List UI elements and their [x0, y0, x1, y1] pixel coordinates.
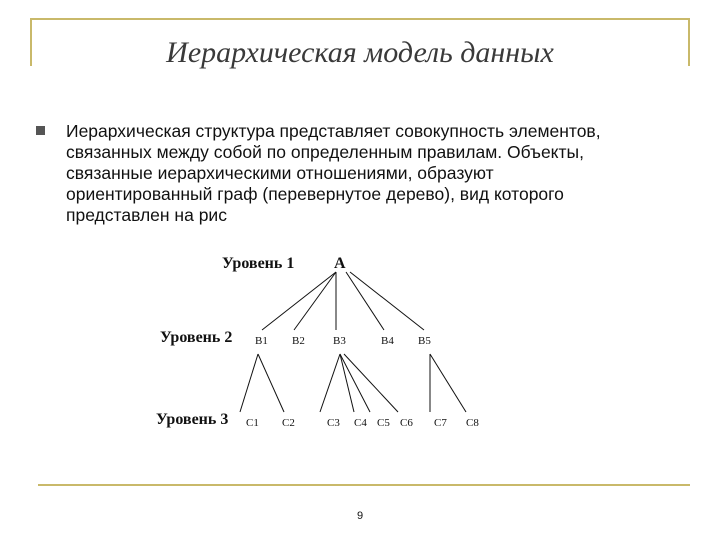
slide-title: Иерархическая модель данных — [166, 36, 554, 69]
edge-b3-c3 — [320, 354, 340, 412]
node-c7: C7 — [434, 417, 447, 429]
node-root: A — [334, 255, 346, 272]
node-c1: C1 — [246, 417, 259, 429]
edge-a-b2 — [294, 272, 336, 330]
node-c6: C6 — [400, 417, 413, 429]
node-b3: B3 — [333, 335, 346, 347]
node-c2: C2 — [282, 417, 295, 429]
level-label-1: Уровень 1 — [222, 255, 295, 272]
node-b4: B4 — [381, 335, 394, 347]
footer-rule — [38, 484, 690, 486]
level-label-2: Уровень 2 — [160, 329, 233, 346]
page-number: 9 — [356, 510, 364, 522]
edge-a-b4 — [346, 272, 384, 330]
tree-edges — [240, 272, 466, 412]
edge-a-b5 — [350, 272, 424, 330]
node-c5: C5 — [377, 417, 390, 429]
edge-a-b1 — [262, 272, 336, 330]
node-b2: B2 — [292, 335, 305, 347]
node-b1: B1 — [255, 335, 268, 347]
edge-b1-c1 — [240, 354, 258, 412]
edge-b5-c8 — [430, 354, 466, 412]
slide-paragraph: Иерархическая структура представляет совокупность элементов, связанных между собой по определенным правилам. Объекты, связанные иерархическими отношениями, образуют ориентированный граф (перевернутое дерево), вид которого представлен на рис — [66, 121, 601, 225]
node-c4: C4 — [354, 417, 367, 429]
node-b5: B5 — [418, 335, 431, 347]
node-c3: C3 — [327, 417, 340, 429]
level-label-3: Уровень 3 — [156, 411, 229, 428]
edge-b1-c2 — [258, 354, 284, 412]
node-c8: C8 — [466, 417, 479, 429]
edge-b3-c5 — [340, 354, 370, 412]
